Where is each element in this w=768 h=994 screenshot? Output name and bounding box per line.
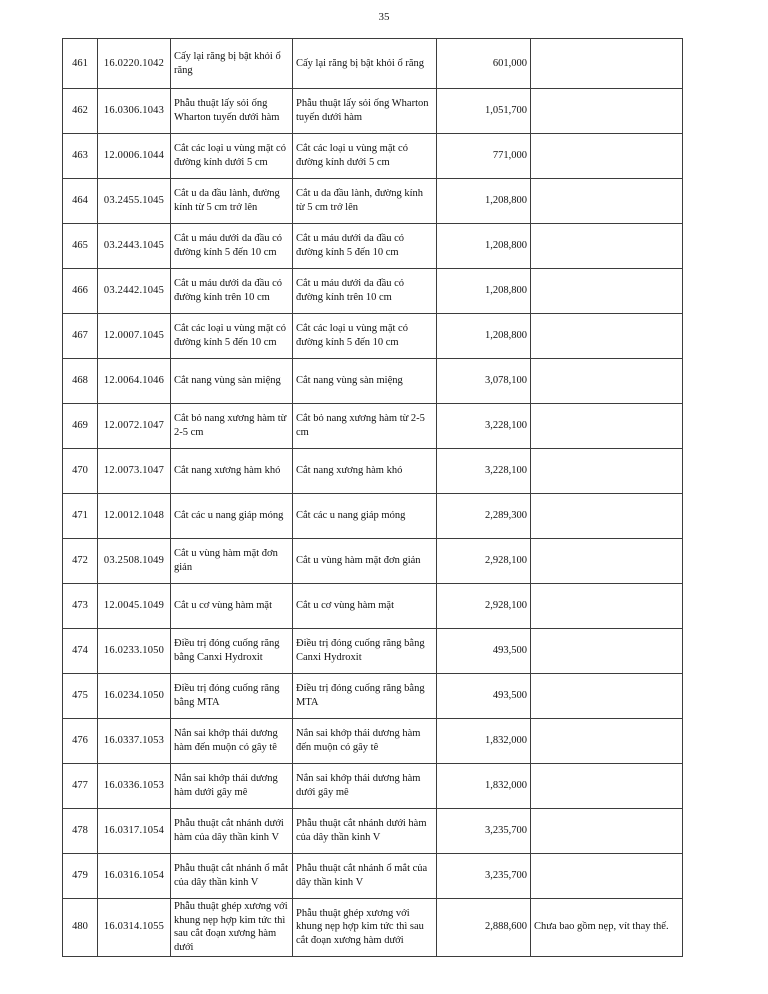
service-name-2: Phẫu thuật cắt nhánh ổ mắt của dây thần kinh V bbox=[293, 854, 437, 899]
service-note bbox=[531, 179, 683, 224]
row-number: 477 bbox=[63, 764, 98, 809]
service-name: Cắt nang xương hàm khó bbox=[171, 449, 293, 494]
service-code: 03.2508.1049 bbox=[98, 539, 171, 584]
service-code: 16.0220.1042 bbox=[98, 39, 171, 89]
row-number: 472 bbox=[63, 539, 98, 584]
service-code: 12.0006.1044 bbox=[98, 134, 171, 179]
service-name-2: Cắt u máu dưới da đầu có đường kính trên 10 cm bbox=[293, 269, 437, 314]
row-number: 480 bbox=[63, 899, 98, 957]
row-number: 468 bbox=[63, 359, 98, 404]
service-name: Điều trị đóng cuống răng bằng MTA bbox=[171, 674, 293, 719]
service-price: 3,078,100 bbox=[437, 359, 531, 404]
service-name: Cắt u máu dưới da đầu có đường kính 5 đến 10 cm bbox=[171, 224, 293, 269]
service-name-2: Nắn sai khớp thái dương hàm dưới gây mê bbox=[293, 764, 437, 809]
service-code: 16.0337.1053 bbox=[98, 719, 171, 764]
table-row bbox=[63, 674, 683, 719]
row-number: 479 bbox=[63, 854, 98, 899]
service-price: 601,000 bbox=[437, 39, 531, 89]
service-name-2: Điều trị đóng cuống răng bằng MTA bbox=[293, 674, 437, 719]
service-code: 03.2455.1045 bbox=[98, 179, 171, 224]
service-note bbox=[531, 494, 683, 539]
service-name-2: Cắt u cơ vùng hàm mặt bbox=[293, 584, 437, 629]
row-number: 471 bbox=[63, 494, 98, 539]
service-name: Điều trị đóng cuống răng bằng Canxi Hydroxit bbox=[171, 629, 293, 674]
service-price: 3,228,100 bbox=[437, 449, 531, 494]
row-number: 463 bbox=[63, 134, 98, 179]
service-name: Cấy lại răng bị bật khỏi ổ răng bbox=[171, 39, 293, 89]
table-row bbox=[63, 269, 683, 314]
service-name-2: Cắt nang vùng sàn miệng bbox=[293, 359, 437, 404]
service-name-2: Cắt các loại u vùng mặt có đường kính 5 đến 10 cm bbox=[293, 314, 437, 359]
fee-table-body bbox=[63, 39, 683, 957]
service-note bbox=[531, 39, 683, 89]
service-price: 1,051,700 bbox=[437, 89, 531, 134]
table-row bbox=[63, 629, 683, 674]
service-price: 2,928,100 bbox=[437, 584, 531, 629]
service-price-table bbox=[62, 38, 683, 957]
service-code: 12.0007.1045 bbox=[98, 314, 171, 359]
row-number: 470 bbox=[63, 449, 98, 494]
service-note bbox=[531, 539, 683, 584]
service-price: 2,928,100 bbox=[437, 539, 531, 584]
service-code: 16.0306.1043 bbox=[98, 89, 171, 134]
service-note bbox=[531, 224, 683, 269]
service-code: 16.0336.1053 bbox=[98, 764, 171, 809]
service-code: 12.0073.1047 bbox=[98, 449, 171, 494]
row-number: 473 bbox=[63, 584, 98, 629]
service-price: 493,500 bbox=[437, 674, 531, 719]
row-number: 466 bbox=[63, 269, 98, 314]
service-price: 3,235,700 bbox=[437, 809, 531, 854]
row-number: 476 bbox=[63, 719, 98, 764]
service-note bbox=[531, 629, 683, 674]
table-row bbox=[63, 854, 683, 899]
service-code: 12.0012.1048 bbox=[98, 494, 171, 539]
service-code: 16.0234.1050 bbox=[98, 674, 171, 719]
service-name: Nắn sai khớp thái dương hàm dưới gây mê bbox=[171, 764, 293, 809]
service-name: Cắt các loại u vùng mặt có đường kính 5 đến 10 cm bbox=[171, 314, 293, 359]
table-row bbox=[63, 809, 683, 854]
row-number: 469 bbox=[63, 404, 98, 449]
table-row bbox=[63, 899, 683, 957]
service-price: 3,228,100 bbox=[437, 404, 531, 449]
row-number: 474 bbox=[63, 629, 98, 674]
service-note bbox=[531, 764, 683, 809]
service-note bbox=[531, 89, 683, 134]
table-row bbox=[63, 494, 683, 539]
service-price: 1,208,800 bbox=[437, 224, 531, 269]
service-name-2: Cắt các loại u vùng mặt có đường kính dưới 5 cm bbox=[293, 134, 437, 179]
table-row bbox=[63, 314, 683, 359]
service-name: Cắt u cơ vùng hàm mặt bbox=[171, 584, 293, 629]
service-name: Cắt các loại u vùng mặt có đường kính dưới 5 cm bbox=[171, 134, 293, 179]
service-code: 16.0316.1054 bbox=[98, 854, 171, 899]
service-name: Nắn sai khớp thái dương hàm đến muộn có gây tê bbox=[171, 719, 293, 764]
service-name: Cắt các u nang giáp móng bbox=[171, 494, 293, 539]
service-price: 3,235,700 bbox=[437, 854, 531, 899]
service-code: 16.0233.1050 bbox=[98, 629, 171, 674]
table-row bbox=[63, 134, 683, 179]
page-number: 35 bbox=[378, 11, 390, 23]
row-number: 461 bbox=[63, 39, 98, 89]
row-number: 462 bbox=[63, 89, 98, 134]
table-row bbox=[63, 404, 683, 449]
table-row bbox=[63, 359, 683, 404]
service-note bbox=[531, 359, 683, 404]
service-name-2: Cắt u da đầu lành, đường kính từ 5 cm trở lên bbox=[293, 179, 437, 224]
service-code: 16.0317.1054 bbox=[98, 809, 171, 854]
table-row bbox=[63, 39, 683, 89]
service-name: Cắt u máu dưới da đầu có đường kính trên 10 cm bbox=[171, 269, 293, 314]
table-row bbox=[63, 449, 683, 494]
service-name: Cắt nang vùng sàn miệng bbox=[171, 359, 293, 404]
service-code: 12.0064.1046 bbox=[98, 359, 171, 404]
service-price: 1,208,800 bbox=[437, 179, 531, 224]
service-name-2: Phẫu thuật ghép xương với khung nẹp hợp kim tức thì sau cắt đoạn xương hàm dưới bbox=[293, 899, 437, 957]
service-name: Phẫu thuật cắt nhánh ổ mắt của dây thần kinh V bbox=[171, 854, 293, 899]
service-name-2: Cấy lại răng bị bật khỏi ổ răng bbox=[293, 39, 437, 89]
service-note bbox=[531, 584, 683, 629]
table-row bbox=[63, 719, 683, 764]
service-note bbox=[531, 854, 683, 899]
service-note bbox=[531, 269, 683, 314]
row-number: 475 bbox=[63, 674, 98, 719]
service-name-2: Cắt bỏ nang xương hàm từ 2-5 cm bbox=[293, 404, 437, 449]
service-price: 2,888,600 bbox=[437, 899, 531, 957]
service-name: Cắt u vùng hàm mặt đơn giản bbox=[171, 539, 293, 584]
table-row bbox=[63, 224, 683, 269]
row-number: 465 bbox=[63, 224, 98, 269]
service-name-2: Cắt nang xương hàm khó bbox=[293, 449, 437, 494]
service-name: Phẫu thuật ghép xương với khung nẹp hợp kim tức thì sau cắt đoạn xương hàm dưới bbox=[171, 899, 293, 957]
service-name-2: Phẫu thuật lấy sỏi ống Wharton tuyến dưới hàm bbox=[293, 89, 437, 134]
service-note bbox=[531, 674, 683, 719]
service-name-2: Nắn sai khớp thái dương hàm đến muộn có gây tê bbox=[293, 719, 437, 764]
service-note: Chưa bao gồm nẹp, vít thay thế. bbox=[531, 899, 683, 957]
service-price: 771,000 bbox=[437, 134, 531, 179]
service-note bbox=[531, 314, 683, 359]
service-code: 03.2443.1045 bbox=[98, 224, 171, 269]
service-price: 1,208,800 bbox=[437, 269, 531, 314]
service-name-2: Cắt u máu dưới da đầu có đường kính 5 đến 10 cm bbox=[293, 224, 437, 269]
service-price: 1,832,000 bbox=[437, 764, 531, 809]
table-row bbox=[63, 179, 683, 224]
service-name: Phẫu thuật lấy sỏi ống Wharton tuyến dưới hàm bbox=[171, 89, 293, 134]
row-number: 478 bbox=[63, 809, 98, 854]
service-name: Phẫu thuật cắt nhánh dưới hàm của dây thần kinh V bbox=[171, 809, 293, 854]
service-note bbox=[531, 134, 683, 179]
service-price: 493,500 bbox=[437, 629, 531, 674]
table-row bbox=[63, 539, 683, 584]
service-note bbox=[531, 449, 683, 494]
service-code: 12.0045.1049 bbox=[98, 584, 171, 629]
table-row bbox=[63, 764, 683, 809]
service-name-2: Điều trị đóng cuống răng bằng Canxi Hydroxit bbox=[293, 629, 437, 674]
service-name-2: Cắt u vùng hàm mặt đơn giản bbox=[293, 539, 437, 584]
service-code: 12.0072.1047 bbox=[98, 404, 171, 449]
service-name: Cắt bỏ nang xương hàm từ 2-5 cm bbox=[171, 404, 293, 449]
service-name-2: Phẫu thuật cắt nhánh dưới hàm của dây thần kinh V bbox=[293, 809, 437, 854]
service-note bbox=[531, 719, 683, 764]
service-code: 16.0314.1055 bbox=[98, 899, 171, 957]
table-row bbox=[63, 584, 683, 629]
service-note bbox=[531, 404, 683, 449]
table-row bbox=[63, 89, 683, 134]
service-price: 1,832,000 bbox=[437, 719, 531, 764]
row-number: 467 bbox=[63, 314, 98, 359]
service-name-2: Cắt các u nang giáp móng bbox=[293, 494, 437, 539]
service-price: 2,289,300 bbox=[437, 494, 531, 539]
service-price: 1,208,800 bbox=[437, 314, 531, 359]
row-number: 464 bbox=[63, 179, 98, 224]
service-name: Cắt u da đầu lành, đường kính từ 5 cm trở lên bbox=[171, 179, 293, 224]
service-note bbox=[531, 809, 683, 854]
service-code: 03.2442.1045 bbox=[98, 269, 171, 314]
